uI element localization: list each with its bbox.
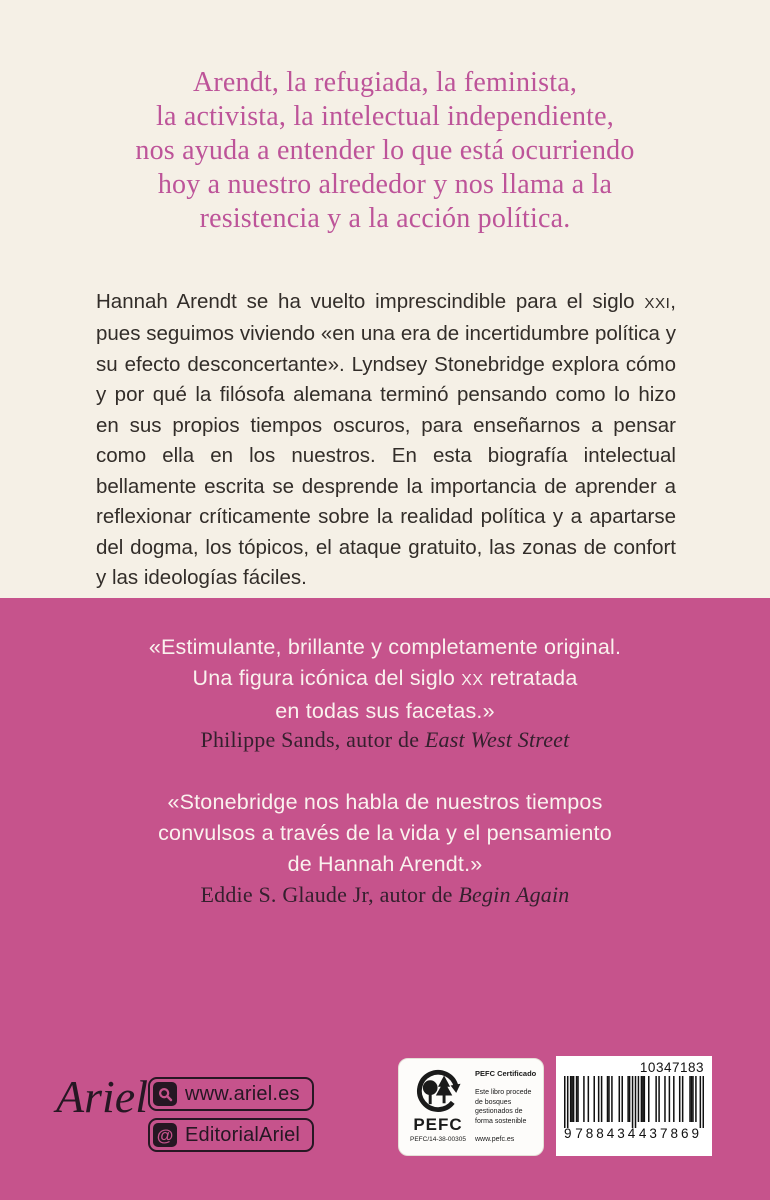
- quote-line: Una figura icónica del siglo XX retratada: [192, 666, 578, 690]
- quote-line: «Estimulante, brillante y completamente original.: [148, 635, 622, 659]
- quote-line: de Hannah Arendt.»: [287, 852, 483, 876]
- barcode-bars: [564, 1076, 704, 1128]
- headline-line: nos ayuda a entender lo que está ocurriendo: [135, 135, 635, 166]
- publisher-badges: [148, 1077, 314, 1152]
- pefc-url: www.pefc.es: [475, 1136, 515, 1143]
- pull-quote-glaude: [0, 787, 770, 880]
- quote-line: en todas sus facetas.»: [275, 699, 495, 723]
- barcode-digits: 9 788434 437869: [564, 1126, 702, 1141]
- quote-line: convulsos a través de la vida y el pensamiento: [158, 821, 612, 845]
- pefc-title: PEFC Certificado: [475, 1069, 537, 1078]
- social-label: EditorialAriel: [185, 1123, 301, 1146]
- roman-numeral-smallcaps: XX: [461, 672, 484, 689]
- publisher-logo-ariel: Ariel: [56, 1071, 148, 1122]
- quote-attribution-sands: Philippe Sands, autor de East West Street: [200, 727, 570, 752]
- book-title-italic: Begin Again: [458, 882, 570, 907]
- headline-line: hoy a nuestro alrededor y nos llama a la: [157, 169, 613, 200]
- roman-numeral-smallcaps: XXI: [644, 294, 671, 312]
- quote-line: «Stonebridge nos habla de nuestros tiempos: [167, 790, 603, 814]
- book-title-italic: East West Street: [424, 727, 570, 752]
- pefc-certification-label: [398, 1058, 544, 1156]
- body-text: , pues seguimos viviendo «en una era de incertidumbre política y su efecto desconcertante». Lyndsey Stonebridge explora cómo y por qué la filósofa alemana terminó pensando como lo hizo en sus propios tiempos oscuros, para enseñarnos a pensar como ella en los nuestros. En esta biografía intelectual bellamente escrita se desprende la importancia de aprender a reflexionar críticamente sobre la realidad política y a apartarse del dogma, los tópicos, el ataque gratuito, las zonas de confort y las ideologías fáciles.: [96, 289, 676, 589]
- pefc-wordmark: PEFC: [413, 1115, 463, 1134]
- barcode-top-number: 10347183: [639, 1060, 704, 1075]
- quote-attribution-glaude: Eddie S. Glaude Jr, autor de Begin Again: [200, 882, 570, 907]
- social-badge: [148, 1118, 314, 1152]
- pefc-trees-icon: [412, 1066, 464, 1118]
- search-icon: [153, 1082, 177, 1106]
- pefc-cert-number: PEFC/14-38-00305: [409, 1136, 466, 1143]
- body-text: Hannah Arendt se ha vuelto imprescindible para el siglo: [96, 289, 645, 313]
- at-icon: @: [153, 1123, 177, 1147]
- pefc-text-column: [475, 1066, 537, 1150]
- headline-line: la activista, la intelectual independiente,: [156, 101, 614, 132]
- body-paragraph: [96, 287, 676, 594]
- headline-line: Arendt, la refugiada, la feminista,: [192, 67, 578, 98]
- headline: [0, 66, 770, 236]
- pefc-logo-column: [407, 1066, 469, 1150]
- barcode-panel: [556, 1056, 712, 1156]
- headline-line: resistencia y a la acción política.: [199, 203, 571, 234]
- pull-quote-sands: [0, 632, 770, 727]
- website-badge: [148, 1077, 314, 1111]
- pefc-description: Este libro procede de bosques gestionados de forma sostenible: [475, 1089, 532, 1125]
- website-label: www.ariel.es: [185, 1082, 300, 1105]
